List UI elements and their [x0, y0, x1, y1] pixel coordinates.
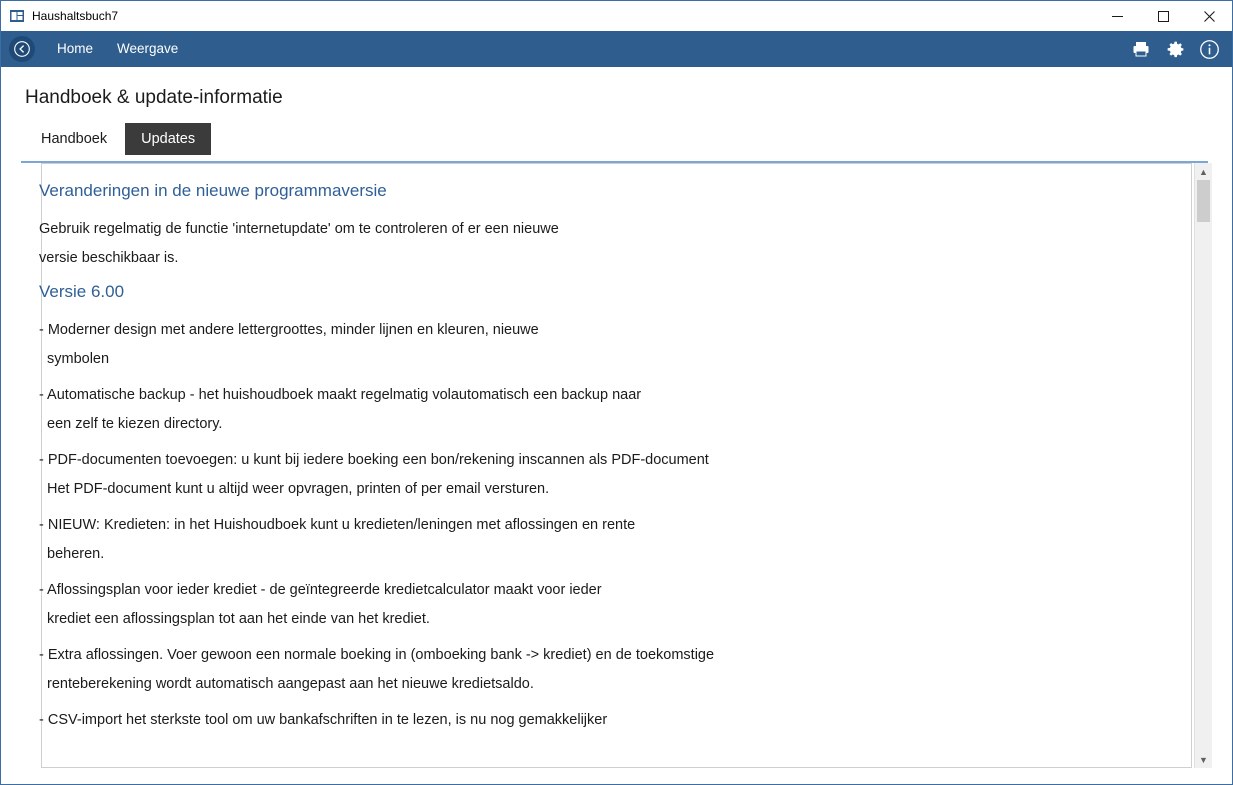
section-heading-changes: Veranderingen in de nieuwe programmaversie — [39, 181, 387, 200]
tab-updates[interactable]: Updates — [125, 123, 211, 155]
gear-icon[interactable] — [1164, 38, 1186, 60]
list-item — [39, 706, 1195, 735]
document-scroll-area — [21, 163, 1212, 768]
section-heading-version: Versie 6.00 — [39, 282, 125, 301]
list-item — [39, 641, 1195, 698]
vertical-scrollbar[interactable] — [1194, 163, 1212, 768]
intro-line-2: versie beschikbaar is. — [39, 249, 179, 266]
maximize-button[interactable] — [1140, 1, 1186, 31]
list-item-line-2: renteberekening wordt automatisch aangepast aan het nieuwe kredietsaldo. — [47, 675, 534, 692]
info-icon[interactable] — [1198, 38, 1220, 60]
menu-item-weergave[interactable]: Weergave — [117, 41, 179, 56]
window-title: Haushaltsbuch7 — [32, 9, 119, 23]
scroll-down-arrow[interactable]: ▼ — [1199, 754, 1208, 765]
list-item — [39, 381, 1195, 438]
intro-line-1: Gebruik regelmatig de functie 'internetupdate' om te controleren of er een nieuwe — [39, 221, 559, 237]
title-bar — [1, 1, 1232, 31]
list-item-line-2: een zelf te kiezen directory. — [47, 415, 223, 432]
tab-handboek[interactable]: Handboek — [41, 131, 108, 147]
menu-item-home[interactable]: Home — [57, 41, 94, 56]
content-area — [1, 87, 1232, 785]
print-icon[interactable] — [1130, 38, 1152, 60]
tab-bar — [25, 123, 1232, 155]
scroll-up-arrow[interactable]: ▲ — [1199, 166, 1208, 177]
list-item-line-1: - Aflossingsplan voor ieder krediet - de geïntegreerde kredietcalculator maakt voor ieder — [39, 582, 602, 598]
document-body — [21, 163, 1195, 768]
page-title: Handboek & update-informatie — [25, 87, 283, 108]
list-item-line-1: - NIEUW: Kredieten: in het Huishoudboek kunt u kredieten/leningen met aflossingen en rente — [39, 517, 636, 533]
list-item-line-2: symbolen — [47, 350, 110, 367]
list-item-line-2: Het PDF-document kunt u altijd weer opvragen, printen of per email versturen. — [47, 480, 550, 497]
back-button[interactable] — [9, 36, 35, 62]
list-item — [39, 446, 1195, 503]
list-item-line-1: - PDF-documenten toevoegen: u kunt bij iedere boeking een bon/rekening inscannen als PDF-document — [39, 452, 709, 468]
menu-bar — [1, 31, 1232, 67]
close-button[interactable] — [1186, 1, 1232, 31]
list-item — [39, 511, 1195, 568]
scrollbar-thumb[interactable] — [1197, 180, 1210, 222]
list-item — [39, 576, 1195, 633]
intro-paragraph — [39, 215, 1195, 272]
minimize-button[interactable] — [1094, 1, 1140, 31]
list-item-line-1: - CSV-import het sterkste tool om uw bankafschriften in te lezen, is nu nog gemakkelijker — [39, 712, 608, 728]
list-item-line-1: - Extra aflossingen. Voer gewoon een normale boeking in (omboeking bank -> krediet) en de toekomstige — [39, 647, 715, 663]
list-item-line-2: beheren. — [47, 545, 105, 562]
list-item-line-1: - Automatische backup - het huishoudboek maakt regelmatig volautomatisch een backup naar — [39, 387, 642, 403]
window-app-icon — [9, 8, 25, 24]
window-controls — [1094, 1, 1232, 31]
list-item — [39, 316, 1195, 373]
list-item-line-1: - Moderner design met andere lettergroottes, minder lijnen en kleuren, nieuwe — [39, 322, 539, 338]
ribbon-tools — [1130, 38, 1232, 60]
list-item-line-2: krediet een aflossingsplan tot aan het einde van het krediet. — [47, 610, 430, 627]
